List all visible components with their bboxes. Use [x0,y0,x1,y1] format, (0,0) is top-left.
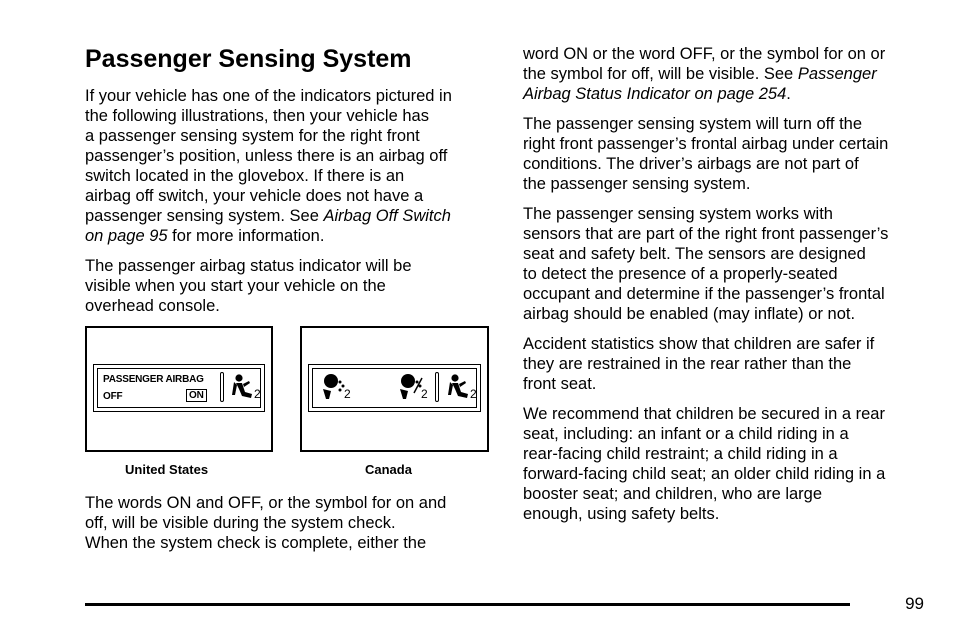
passenger-airbag-label: PASSENGER AIRBAG [103,374,204,385]
indicator-illustrations [85,326,495,481]
paragraph-on-off-visible [523,44,933,104]
united-states-indicator-panel [85,326,273,452]
display-separator [220,372,224,402]
canada-icon-subscript-2: 2 [421,387,428,401]
us-display-bezel [97,368,261,408]
canada-display-bezel [312,368,477,408]
paragraph-accident-statistics: Accident statistics show that children are safer if they are restrained in the rear rather than the front seat. [523,335,875,393]
canada-caption: Canada [365,462,412,477]
canada-indicator-panel [300,326,489,452]
canada-indicator-display [308,364,481,412]
cross-reference-status-indicator: Passenger Airbag Status Indicator on page 254 [523,65,877,103]
footer-rule [85,603,850,606]
paragraph-turn-off-conditions: The passenger sensing system will turn off the right front passenger’s frontal airbag under certain conditions. The driver’s airbags are not part of the passenger sensing system. [523,115,889,193]
paragraph-text: If your vehicle has one of the indicators pictured in the following illustrations, then your vehicle has a passenger sensing system for the right front passenger’s position, unless there is an airbag off switch located in the glovebox. If there is an airbag off switch, your vehicle does not have a passenger sensing system. See [85,87,452,225]
canada-icon-subscript-1: 2 [344,387,351,401]
on-label: ON [186,389,207,402]
canada-icon-subscript-3: 2 [470,387,477,401]
left-column [85,44,495,563]
paragraph-indicators [85,86,495,246]
paragraph-system-check: The words ON and OFF, or the symbol for on and off, will be visible during the system check. When the system check is complete, either the [85,494,447,552]
paragraph-tail: . [786,85,791,103]
paragraph-recommendation: We recommend that children be secured in a rear seat, including: an infant or a child riding in a rear-facing child restraint; a child riding in a forward-facing child seat; an older child riding in a booster seat; and children, who are large enough, using safety belts. [523,405,886,523]
paragraph-text: word ON or the word OFF, or the symbol for on or the symbol for off, will be visible. See [523,45,886,83]
display-separator [435,372,439,402]
paragraph-sensors: The passenger sensing system works with sensors that are part of the right front passenger’s seat and safety belt. The sensors are designed to detect the presence of a properly-seated occupant and determine if the passenger’s frontal airbag should be enabled (may inflate) or not. [523,205,889,323]
us-icon-subscript: 2 [254,387,261,401]
us-indicator-display [93,364,265,412]
page-number: 99 [905,594,924,613]
cross-reference-airbag-off-switch: Airbag Off Switch on page 95 [85,207,451,245]
right-column [523,44,933,534]
section-heading: Passenger Sensing System [85,45,412,73]
paragraph-tail: for more information. [167,227,325,245]
paragraph-status-indicator: The passenger airbag status indicator will be visible when you start your vehicle on the overhead console. [85,257,412,315]
united-states-caption: United States [125,462,209,477]
off-label: OFF [103,391,123,402]
